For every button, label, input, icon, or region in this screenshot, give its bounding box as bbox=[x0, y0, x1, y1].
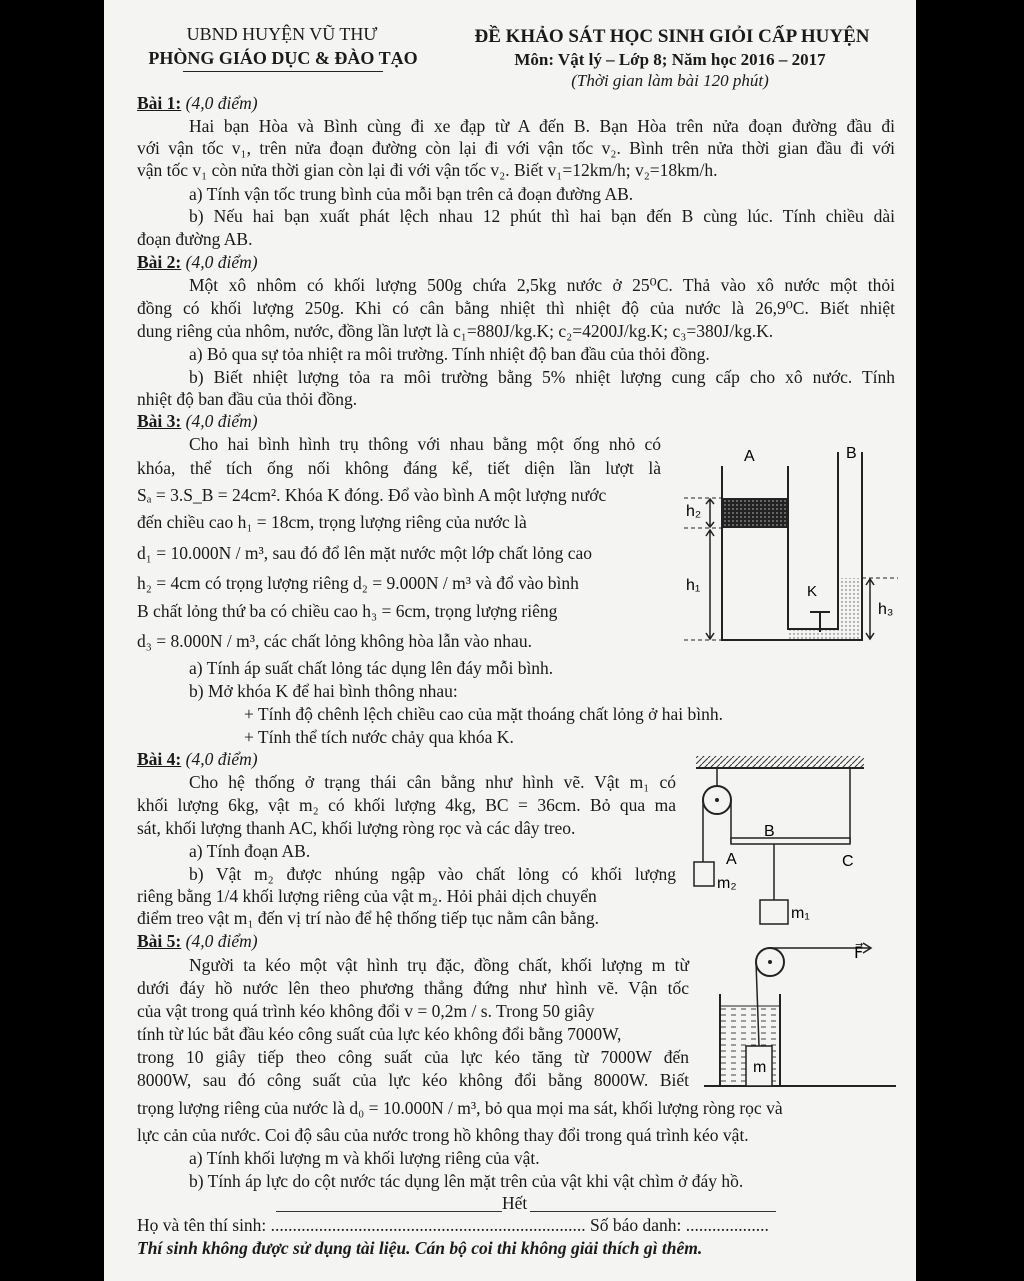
problem-1-line: Hai bạn Hòa và Bình cùng đi xe đạp từ A đến B. Bạn Hòa trên nửa đoạn đường đầu đi bbox=[189, 116, 895, 136]
problem-4-title: Bài 4: bbox=[137, 749, 182, 769]
problem-3-line: d₁ = 10.000N / m³, sau đó đổ lên mặt nước một lớp chất lỏng cao bbox=[137, 543, 593, 563]
end-rule-right bbox=[530, 1211, 776, 1212]
problem-2-line: Một xô nhôm có khối lượng 500g chứa 2,5kg nước ở 25⁰C. Thả vào xô nước một thỏi bbox=[189, 275, 895, 295]
cylinder-label: m bbox=[753, 1059, 767, 1076]
header-left-line1: UBND HUYỆN VŨ THƯ bbox=[186, 24, 378, 44]
problem-4-line: Cho hệ thống ở trạng thái cân bằng như hình vẽ. Vật m₁ có bbox=[189, 772, 676, 792]
problem-3-line: a) Tính áp suất chất lỏng tác dụng lên đáy mỗi bình. bbox=[189, 658, 554, 678]
problem-5-line: dưới đáy hồ nước lên theo phương thẳng đứng như hình vẽ. Vận tốc bbox=[137, 978, 689, 998]
ceiling-hatch bbox=[696, 756, 864, 768]
liquid-layer-h3 bbox=[838, 578, 862, 640]
problem-1-line: đoạn đường AB. bbox=[137, 229, 253, 249]
problem-4-line: b) Vật m₂ được nhúng ngập vào chất lỏng có khối lượng bbox=[189, 864, 676, 884]
h2-arrow bbox=[706, 499, 714, 527]
problem-3-figure bbox=[680, 436, 900, 648]
problem-5-line: trong 10 giây tiếp theo công suất của lực kéo tăng từ 7000W đến bbox=[137, 1047, 689, 1067]
header-time: (Thời gian làm bài 120 phút) bbox=[571, 71, 769, 90]
problem-1-line: vận tốc v₁ còn nửa thời gian còn lại đi với vận tốc v₂. Biết v₁=12km/h; v₂=18km/h. bbox=[137, 160, 718, 180]
problem-1-line: b) Nếu hai bạn xuất phát lệch nhau 12 phút thì hai bạn đến B cùng lúc. Tính chiều dài bbox=[189, 206, 895, 226]
h3-label: h₃ bbox=[878, 601, 894, 618]
problem-4-line: khối lượng 6kg, vật m₂ có khối lượng 4kg, BC = 36cm. Bỏ qua ma bbox=[137, 795, 676, 815]
pulley-axle bbox=[768, 960, 772, 964]
problem-1-title: Bài 1: bbox=[137, 93, 182, 113]
problem-5-line: b) Tính áp lực do cột nước tác dụng lên mặt trên của vật khi vật chìm ở đáy hồ. bbox=[189, 1171, 744, 1191]
problem-1-points: (4,0 điểm) bbox=[185, 93, 258, 113]
problem-3-line: đến chiều cao h₁ = 18cm, trọng lượng riêng của nước là bbox=[137, 512, 527, 532]
problem-3-line: + Tính thể tích nước chảy qua khóa K. bbox=[244, 727, 514, 747]
problem-4-points: (4,0 điểm) bbox=[185, 749, 258, 769]
bar-ac bbox=[731, 838, 850, 844]
problem-4-figure bbox=[690, 752, 870, 930]
end-marker: Hết bbox=[502, 1193, 528, 1213]
problem-2-line: đồng có khối lượng 250g. Khi có cân bằng nhiệt thì nhiệt độ của nước là 26,9⁰C. Biết nhiệt bbox=[137, 298, 895, 318]
problem-3-title: Bài 3: bbox=[137, 411, 182, 431]
problem-5-points: (4,0 điểm) bbox=[185, 931, 258, 951]
problem-4-heading bbox=[137, 748, 258, 770]
header-subject: Môn: Vật lý – Lớp 8; Năm học 2016 – 2017 bbox=[514, 50, 826, 69]
problem-5-line: a) Tính khối lượng m và khối lượng riêng của vật. bbox=[189, 1148, 540, 1168]
water-in-pipe bbox=[788, 629, 838, 640]
problem-2-heading bbox=[137, 251, 258, 273]
problem-5-line: trọng lượng riêng của nước là d₀ = 10.000N / m³, bỏ qua mọi ma sát, khối lượng ròng rọc và bbox=[137, 1098, 783, 1118]
problem-2-points: (4,0 điểm) bbox=[185, 252, 258, 272]
problem-4-line: riêng bằng 1/4 khối lượng riêng của vật m₂. Hỏi phải dịch chuyển bbox=[137, 886, 597, 906]
problem-1-line: a) Tính vận tốc trung bình của mỗi bạn trên cả đoạn đường AB. bbox=[189, 184, 634, 204]
problem-5-line: Người ta kéo một vật hình trụ đặc, đồng chất, khối lượng m từ bbox=[189, 955, 689, 975]
point-a-label: A bbox=[726, 851, 737, 868]
h2-label: h₂ bbox=[686, 503, 702, 520]
problem-2-line: dung riêng của nhôm, nước, đồng lần lượt là c₁=880J/kg.K; c₂=4200J/kg.K; c₃=380J/kg.K. bbox=[137, 321, 774, 341]
header-left-underline bbox=[183, 71, 383, 72]
h1-label: h₁ bbox=[686, 577, 701, 594]
problem-3-line: Cho hai bình hình trụ thông với nhau bằng một ống nhỏ có bbox=[189, 434, 661, 454]
problem-5-line: 8000W, sau đó công suất của lực kéo không đổi bằng 8000W. Biết bbox=[137, 1070, 689, 1090]
problem-3-heading bbox=[137, 410, 258, 432]
liquid-layer-h2 bbox=[722, 498, 788, 528]
problem-4-line: sát, khối lượng thanh AC, khối lượng ròng rọc và các dây treo. bbox=[137, 818, 576, 838]
problem-2-title: Bài 2: bbox=[137, 252, 182, 272]
problem-5-line: lực cản của nước. Coi độ sâu của nước trong hồ không thay đổi trong quá trình kéo vật. bbox=[137, 1125, 749, 1145]
problem-3-line: b) Mở khóa K để hai bình thông nhau: bbox=[189, 681, 458, 701]
mass-m2 bbox=[694, 862, 714, 886]
pulley-axle bbox=[715, 798, 719, 802]
problem-2-line: nhiệt độ ban đầu của thỏi đồng. bbox=[137, 389, 358, 409]
problem-1-heading bbox=[137, 92, 258, 114]
problem-3-line: B chất lỏng thứ ba có chiều cao h₃ = 6cm, trọng lượng riêng bbox=[137, 601, 558, 621]
force-label: F⃗ bbox=[854, 945, 864, 962]
problem-5-line: của vật trong quá trình kéo không đổi v = 0,2m / s. Trong 50 giây bbox=[137, 1001, 595, 1021]
problem-3-line: khóa, thể tích ống nối không đáng kể, tiết diện lần lượt là bbox=[137, 458, 661, 478]
problem-5-line: tính từ lúc bắt đầu kéo công suất của lực kéo không đổi bằng 7000W, bbox=[137, 1024, 622, 1044]
h3-arrow bbox=[866, 579, 874, 639]
problem-5-title: Bài 5: bbox=[137, 931, 182, 951]
problem-3-line: + Tính độ chênh lệch chiều cao của mặt thoáng chất lỏng ở hai bình. bbox=[244, 704, 724, 724]
valve-k-label: K bbox=[807, 583, 818, 600]
problem-4-line: a) Tính đoạn AB. bbox=[189, 841, 311, 861]
point-b-label: B bbox=[764, 823, 775, 840]
problem-2-line: b) Biết nhiệt lượng tỏa ra môi trường bằng 5% nhiệt lượng cung cấp cho xô nước. Tính bbox=[189, 367, 895, 387]
header-title: ĐỀ KHẢO SÁT HỌC SINH GIỎI CẤP HUYỆN bbox=[474, 26, 870, 47]
h1-arrow bbox=[706, 530, 714, 639]
point-c-label: C bbox=[842, 853, 854, 870]
candidate-info-line: Họ và tên thí sinh: ........................................................................ Số báo danh: ................... bbox=[137, 1215, 769, 1235]
problem-5-figure bbox=[700, 934, 900, 1094]
problem-4-line: điểm treo vật m₁ đến vị trí nào để hệ thống tiếp tục nằm cân bằng. bbox=[137, 908, 599, 928]
problem-5-heading bbox=[137, 930, 258, 952]
end-rule-left bbox=[276, 1211, 502, 1212]
vessel-a-label: A bbox=[744, 448, 755, 465]
header-left-line2: PHÒNG GIÁO DỤC & ĐÀO TẠO bbox=[148, 48, 418, 68]
mass-m2-label: m₂ bbox=[717, 875, 737, 892]
footer-note: Thí sinh không được sử dụng tài liệu. Cán bộ coi thi không giải thích gì thêm. bbox=[137, 1238, 703, 1258]
mass-m1 bbox=[760, 900, 788, 924]
problem-3-points: (4,0 điểm) bbox=[185, 411, 258, 431]
problem-3-line: h₂ = 4cm có trọng lượng riêng d₂ = 9.000N / m³ và đổ vào bình bbox=[137, 573, 579, 593]
problem-3-line: d₃ = 8.000N / m³, các chất lỏng không hòa lẫn vào nhau. bbox=[137, 631, 532, 651]
problem-3-line: Sₐ = 3.S_B = 24cm². Khóa K đóng. Đổ vào bình A một lượng nước bbox=[137, 485, 607, 505]
vessel-b-label: B bbox=[846, 445, 857, 462]
problem-1-line: với vận tốc v₁, trên nửa đoạn đường còn lại đi với vận tốc v₂. Bình trên nửa thời gian đầu đi với bbox=[137, 138, 895, 158]
problem-2-line: a) Bỏ qua sự tỏa nhiệt ra môi trường. Tính nhiệt độ ban đầu của thỏi đồng. bbox=[189, 344, 710, 364]
mass-m1-label: m₁ bbox=[791, 905, 810, 922]
